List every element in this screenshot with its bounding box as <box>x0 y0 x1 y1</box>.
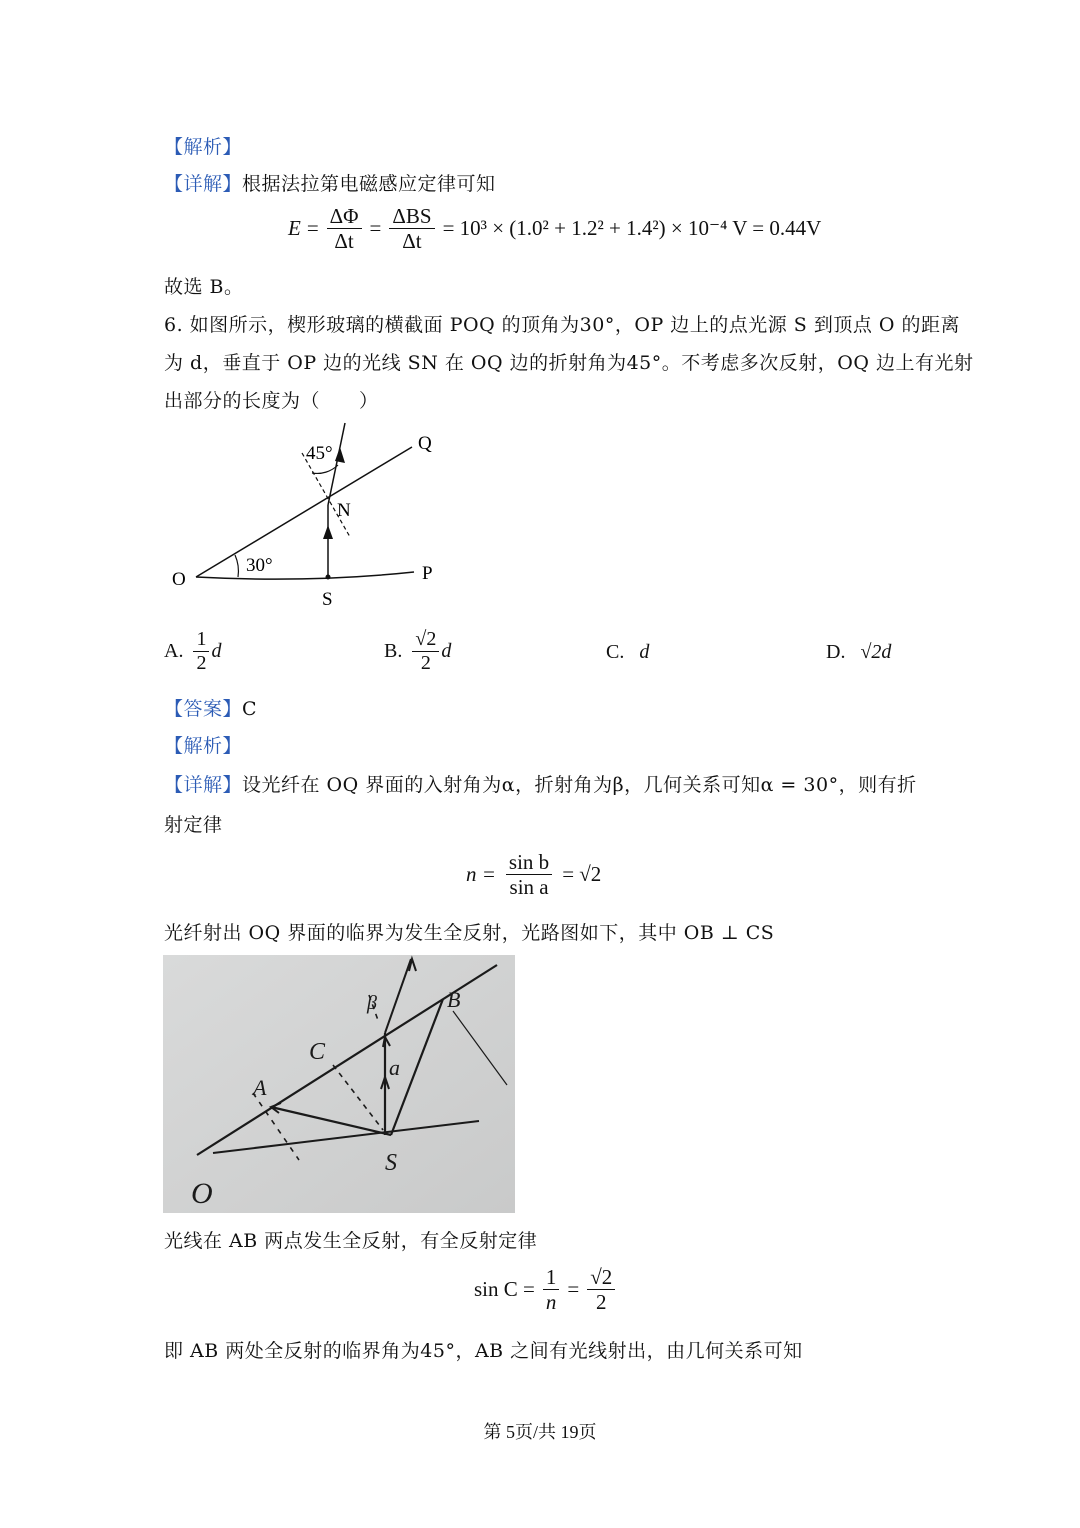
eq1-frac2: $\frac{\text{ΔBS}}{\Delta t}$ <box>389 204 434 253</box>
option-c[interactable]: C. d <box>606 641 650 663</box>
label-q: Q <box>418 433 432 454</box>
label-b-sketch: B <box>447 987 461 1012</box>
choose-b-text: 故选 B。 <box>164 276 244 298</box>
critical-angle-text: 光纤射出 OQ 界面的临界为发生全反射，光路图如下，其中 OB ⊥ CS <box>164 922 775 944</box>
label-n: N <box>337 500 351 521</box>
label-a-sketch: A <box>253 1075 267 1100</box>
question6-line1: 6. 如图所示，楔形玻璃的横截面 POQ 的顶角为30°，OP 边上的点光源 S 到顶点 O 的距离 <box>164 314 961 336</box>
eq1-frac1: $\frac{\Delta\Phi}{\Delta t}$ <box>327 204 362 253</box>
detail-paragraph-2-cont: 射定律 <box>164 814 223 836</box>
detail-paragraph-1 <box>164 169 496 196</box>
detail-label: 【详解】 <box>164 173 243 195</box>
critical-angle-equation: sin C = $\frac{1}{n}$ = $\frac{√2}{2}$ <box>474 1265 617 1314</box>
hand-drawn-light-path-diagram <box>163 955 515 1213</box>
eq3-frac2: $\frac{√2}{2}$ <box>587 1265 615 1314</box>
label-beta-sketch: β <box>367 992 377 1014</box>
label-angle-45: 45° <box>306 443 333 464</box>
detail-text: 根据法拉第电磁感应定律可知 <box>242 173 496 195</box>
page-footer: 第 5页/共 19页 <box>483 1422 597 1442</box>
option-a-fraction: $\frac{1}{2}$ <box>193 628 209 675</box>
option-b-fraction: $\frac{√2}{2}$ <box>412 628 439 675</box>
label-c-sketch: C <box>309 1039 326 1065</box>
edge-op <box>196 572 414 579</box>
refracted-ray-arrow <box>335 447 345 463</box>
angle-30-arc <box>235 555 238 577</box>
edge-oq <box>196 447 412 577</box>
label-angle-30: 30° <box>246 555 273 576</box>
conclusion-text: 即 AB 两处全反射的临界角为45°，AB 之间有光线射出，由几何关系可知 <box>164 1340 803 1362</box>
wedge-diagram <box>160 415 460 615</box>
label-o: O <box>172 569 186 590</box>
normal-line <box>302 453 350 537</box>
question6-line2: 为 d，垂直于 OP 边的光线 SN 在 OQ 边的折射角为45°。不考虑多次反射，OQ 边上有光射 <box>164 352 974 374</box>
eq2-frac: $\frac{\text{sin b}}{\text{sin a}}$ <box>506 850 552 899</box>
option-d[interactable]: D. √2d <box>826 641 892 663</box>
photo-background <box>163 955 515 1213</box>
label-p: P <box>422 563 433 584</box>
label-s: S <box>322 589 333 610</box>
ray-sn-arrow <box>323 525 333 539</box>
question6-line3: 出部分的长度为（ ） <box>164 390 379 412</box>
label-o-sketch: O <box>191 1177 213 1210</box>
detail-paragraph-2 <box>164 770 917 797</box>
eq3-frac1: $\frac{1}{n}$ <box>543 1265 560 1314</box>
option-b[interactable]: B. $\frac{√2}{2}$ d <box>384 628 452 674</box>
eq1-rhs: = 10³ × (1.0² + 1.2² + 1.4²) × 10⁻⁴ V = 0.44V <box>442 216 822 241</box>
label-alpha-sketch: a <box>389 1055 400 1080</box>
analysis-heading-2: 【解析】 <box>164 735 243 757</box>
answer-value: C <box>242 698 258 720</box>
label-s-sketch: S <box>385 1150 397 1176</box>
option-a[interactable]: A. $\frac{1}{2}$ d <box>164 628 222 674</box>
faraday-equation: E = $\frac{\Delta\Phi}{\Delta t}$ = $\frac{\text{ΔBS}}{\Delta t}$ = 10³ × (1.0² + 1.2² + 1.4²) × 10⁻⁴ V = 0.44V <box>288 204 822 254</box>
answer-label: 【答案】 <box>164 698 243 720</box>
eq1-lhs: E <box>288 216 301 241</box>
analysis-heading-1: 【解析】 <box>164 136 243 158</box>
source-s-point <box>326 575 331 580</box>
detail-text-2: 设光纤在 OQ 界面的入射角为α，折射角为β，几何关系可知α = 30°，则有折 <box>242 774 917 796</box>
refraction-equation: n = $\frac{\text{sin b}}{\text{sin a}}$ = √2 <box>466 850 602 900</box>
answer-row <box>164 694 257 721</box>
total-reflection-text: 光线在 AB 两点发生全反射，有全反射定律 <box>164 1230 538 1252</box>
detail-label-2: 【详解】 <box>164 774 243 796</box>
